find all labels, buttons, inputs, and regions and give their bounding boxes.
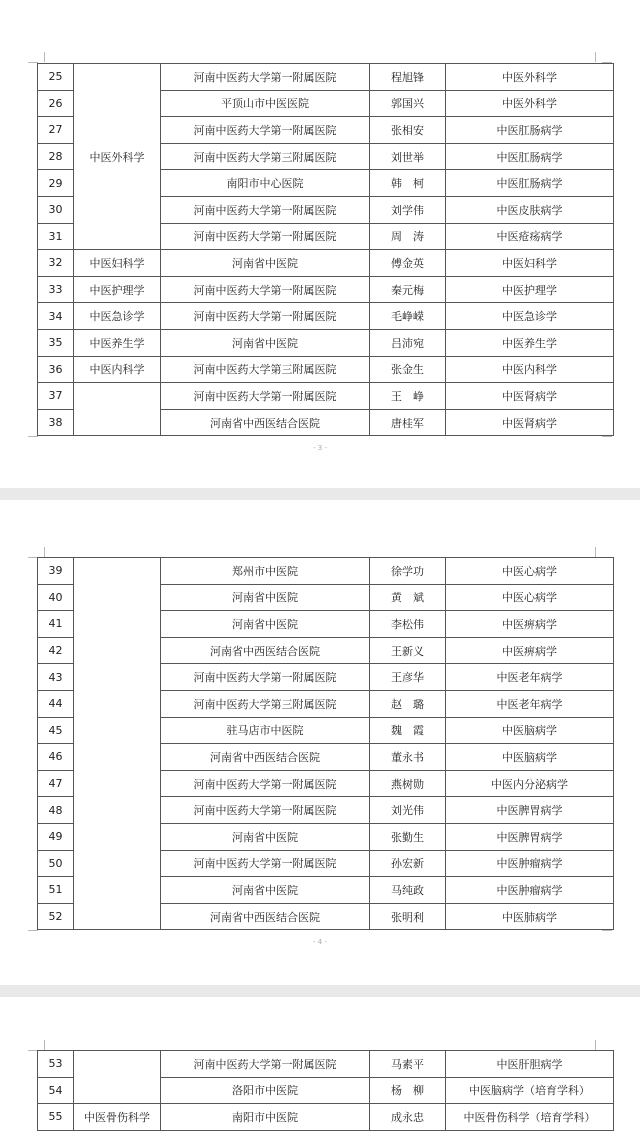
row-number: 50 (38, 850, 74, 877)
table-row (38, 64, 614, 91)
specialty-cell: 中医外科学 (446, 90, 614, 117)
row-number: 28 (38, 143, 74, 170)
row-number: 27 (38, 117, 74, 144)
hospital-cell: 河南中医药大学第一附属医院 (161, 223, 370, 250)
row-number: 54 (38, 1077, 74, 1104)
category-cell (74, 383, 161, 436)
name-cell: 唐桂军 (370, 409, 446, 436)
hospital-cell: 南阳市中医院 (161, 1104, 370, 1131)
row-number: 52 (38, 903, 74, 930)
hospital-cell: 河南中医药大学第三附属医院 (161, 356, 370, 383)
specialty-cell: 中医肾病学 (446, 409, 614, 436)
row-number: 41 (38, 611, 74, 638)
hospital-cell: 河南中医药大学第三附属医院 (161, 690, 370, 717)
name-cell: 刘光伟 (370, 797, 446, 824)
name-cell: 周 涛 (370, 223, 446, 250)
name-cell: 魏 霞 (370, 717, 446, 744)
row-number: 44 (38, 690, 74, 717)
specialty-cell: 中医脾胃病学 (446, 797, 614, 824)
specialty-cell: 中医养生学 (446, 329, 614, 356)
name-cell: 秦元梅 (370, 276, 446, 303)
row-number: 26 (38, 90, 74, 117)
name-cell: 郭国兴 (370, 90, 446, 117)
row-number: 25 (38, 64, 74, 91)
document-page-4 (0, 500, 640, 985)
name-cell: 成永忠 (370, 1104, 446, 1131)
row-number: 30 (38, 196, 74, 223)
crop-mark (595, 52, 596, 62)
specialty-cell: 中医老年病学 (446, 690, 614, 717)
row-number: 45 (38, 717, 74, 744)
specialty-cell: 中医肝胆病学 (446, 1051, 614, 1078)
category-cell: 中医骨伤科学 (74, 1104, 161, 1131)
row-number: 43 (38, 664, 74, 691)
row-number: 49 (38, 823, 74, 850)
name-cell: 马素平 (370, 1051, 446, 1078)
hospital-cell: 河南中医药大学第三附属医院 (161, 143, 370, 170)
crop-mark (44, 52, 45, 62)
name-cell: 王新义 (370, 637, 446, 664)
name-cell: 吕沛宛 (370, 329, 446, 356)
specialty-cell: 中医肺病学 (446, 903, 614, 930)
name-cell: 李松伟 (370, 611, 446, 638)
table-row (38, 329, 614, 356)
row-number: 33 (38, 276, 74, 303)
hospital-cell: 河南省中西医结合医院 (161, 744, 370, 771)
table-row (38, 356, 614, 383)
specialty-cell: 中医肛肠病学 (446, 170, 614, 197)
specialty-cell: 中医内科学 (446, 356, 614, 383)
crop-mark (595, 1040, 596, 1050)
crop-mark (595, 547, 596, 557)
row-number: 40 (38, 584, 74, 611)
specialty-cell: 中医肿瘤病学 (446, 877, 614, 904)
category-cell: 中医妇科学 (74, 250, 161, 277)
specialty-cell: 中医皮肤病学 (446, 196, 614, 223)
hospital-cell: 河南省中西医结合医院 (161, 409, 370, 436)
category-cell (74, 1051, 161, 1104)
name-cell: 赵 璐 (370, 690, 446, 717)
hospital-cell: 河南中医药大学第一附属医院 (161, 196, 370, 223)
specialty-cell: 中医肾病学 (446, 383, 614, 410)
specialty-cell: 中医骨伤科学（培育学科） (446, 1104, 614, 1131)
hospital-cell: 驻马店市中医院 (161, 717, 370, 744)
row-number: 31 (38, 223, 74, 250)
table-row (38, 1051, 614, 1078)
hospital-cell: 河南省中医院 (161, 584, 370, 611)
name-cell: 韩 柯 (370, 170, 446, 197)
hospital-cell: 河南省中西医结合医院 (161, 637, 370, 664)
row-number: 36 (38, 356, 74, 383)
hospital-cell: 河南中医药大学第一附属医院 (161, 664, 370, 691)
specialty-cell: 中医内分泌病学 (446, 770, 614, 797)
specialist-table-page-5 (37, 1050, 614, 1131)
hospital-cell: 河南中医药大学第一附属医院 (161, 276, 370, 303)
category-cell: 中医急诊学 (74, 303, 161, 330)
name-cell: 张明利 (370, 903, 446, 930)
page-footer: - 4 - (313, 938, 327, 946)
hospital-cell: 河南省中医院 (161, 250, 370, 277)
name-cell: 张金生 (370, 356, 446, 383)
hospital-cell: 河南中医药大学第一附属医院 (161, 770, 370, 797)
row-number: 39 (38, 558, 74, 585)
hospital-cell: 南阳市中心医院 (161, 170, 370, 197)
category-cell: 中医护理学 (74, 276, 161, 303)
hospital-cell: 河南省中医院 (161, 329, 370, 356)
specialty-cell: 中医脑病学（培育学科） (446, 1077, 614, 1104)
hospital-cell: 河南中医药大学第一附属医院 (161, 303, 370, 330)
hospital-cell: 平顶山市中医医院 (161, 90, 370, 117)
hospital-cell: 河南省中医院 (161, 611, 370, 638)
name-cell: 杨 柳 (370, 1077, 446, 1104)
row-number: 55 (38, 1104, 74, 1131)
row-number: 38 (38, 409, 74, 436)
hospital-cell: 河南中医药大学第一附属医院 (161, 1051, 370, 1078)
hospital-cell: 河南中医药大学第一附属医院 (161, 117, 370, 144)
name-cell: 刘学伟 (370, 196, 446, 223)
name-cell: 张勤生 (370, 823, 446, 850)
hospital-cell: 河南中医药大学第一附属医院 (161, 797, 370, 824)
specialty-cell: 中医老年病学 (446, 664, 614, 691)
specialty-cell: 中医外科学 (446, 64, 614, 91)
specialty-cell: 中医脾胃病学 (446, 823, 614, 850)
hospital-cell: 河南中医药大学第一附属医院 (161, 383, 370, 410)
name-cell: 董永书 (370, 744, 446, 771)
row-number: 34 (38, 303, 74, 330)
specialty-cell: 中医妇科学 (446, 250, 614, 277)
crop-mark (44, 547, 45, 557)
specialty-cell: 中医痹病学 (446, 611, 614, 638)
row-number: 37 (38, 383, 74, 410)
document-page-3 (0, 0, 640, 488)
specialty-cell: 中医脑病学 (446, 717, 614, 744)
specialty-cell: 中医肛肠病学 (446, 143, 614, 170)
specialty-cell: 中医脑病学 (446, 744, 614, 771)
category-cell: 中医外科学 (74, 64, 161, 250)
hospital-cell: 河南中医药大学第一附属医院 (161, 850, 370, 877)
hospital-cell: 郑州市中医院 (161, 558, 370, 585)
specialty-cell: 中医心病学 (446, 558, 614, 585)
specialty-cell: 中医肛肠病学 (446, 117, 614, 144)
row-number: 32 (38, 250, 74, 277)
category-cell: 中医养生学 (74, 329, 161, 356)
row-number: 53 (38, 1051, 74, 1078)
crop-mark (44, 1040, 45, 1050)
table-row (38, 1104, 614, 1131)
table-row (38, 558, 614, 585)
page-footer: - 3 - (313, 444, 327, 452)
specialty-cell: 中医急诊学 (446, 303, 614, 330)
name-cell: 刘世举 (370, 143, 446, 170)
table-row (38, 303, 614, 330)
category-cell: 中医内科学 (74, 356, 161, 383)
name-cell: 王彦华 (370, 664, 446, 691)
name-cell: 徐学功 (370, 558, 446, 585)
specialty-cell: 中医痹病学 (446, 637, 614, 664)
name-cell: 毛峥嵘 (370, 303, 446, 330)
specialist-table-page-4 (37, 557, 614, 930)
specialty-cell: 中医疮疡病学 (446, 223, 614, 250)
name-cell: 黄 斌 (370, 584, 446, 611)
name-cell: 孙宏新 (370, 850, 446, 877)
name-cell: 燕树勋 (370, 770, 446, 797)
row-number: 35 (38, 329, 74, 356)
row-number: 46 (38, 744, 74, 771)
table-row (38, 276, 614, 303)
row-number: 29 (38, 170, 74, 197)
name-cell: 马纯政 (370, 877, 446, 904)
name-cell: 王 峥 (370, 383, 446, 410)
hospital-cell: 河南中医药大学第一附属医院 (161, 64, 370, 91)
table-row (38, 250, 614, 277)
specialty-cell: 中医护理学 (446, 276, 614, 303)
name-cell: 张相安 (370, 117, 446, 144)
hospital-cell: 洛阳市中医院 (161, 1077, 370, 1104)
document-page-5 (0, 997, 640, 1138)
specialty-cell: 中医肿瘤病学 (446, 850, 614, 877)
table-row (38, 383, 614, 410)
name-cell: 傅金英 (370, 250, 446, 277)
specialist-table-page-3 (37, 63, 614, 436)
row-number: 51 (38, 877, 74, 904)
row-number: 47 (38, 770, 74, 797)
specialty-cell: 中医心病学 (446, 584, 614, 611)
hospital-cell: 河南省中医院 (161, 823, 370, 850)
row-number: 42 (38, 637, 74, 664)
name-cell: 程旭锋 (370, 64, 446, 91)
hospital-cell: 河南省中医院 (161, 877, 370, 904)
category-cell (74, 558, 161, 930)
hospital-cell: 河南省中西医结合医院 (161, 903, 370, 930)
row-number: 48 (38, 797, 74, 824)
